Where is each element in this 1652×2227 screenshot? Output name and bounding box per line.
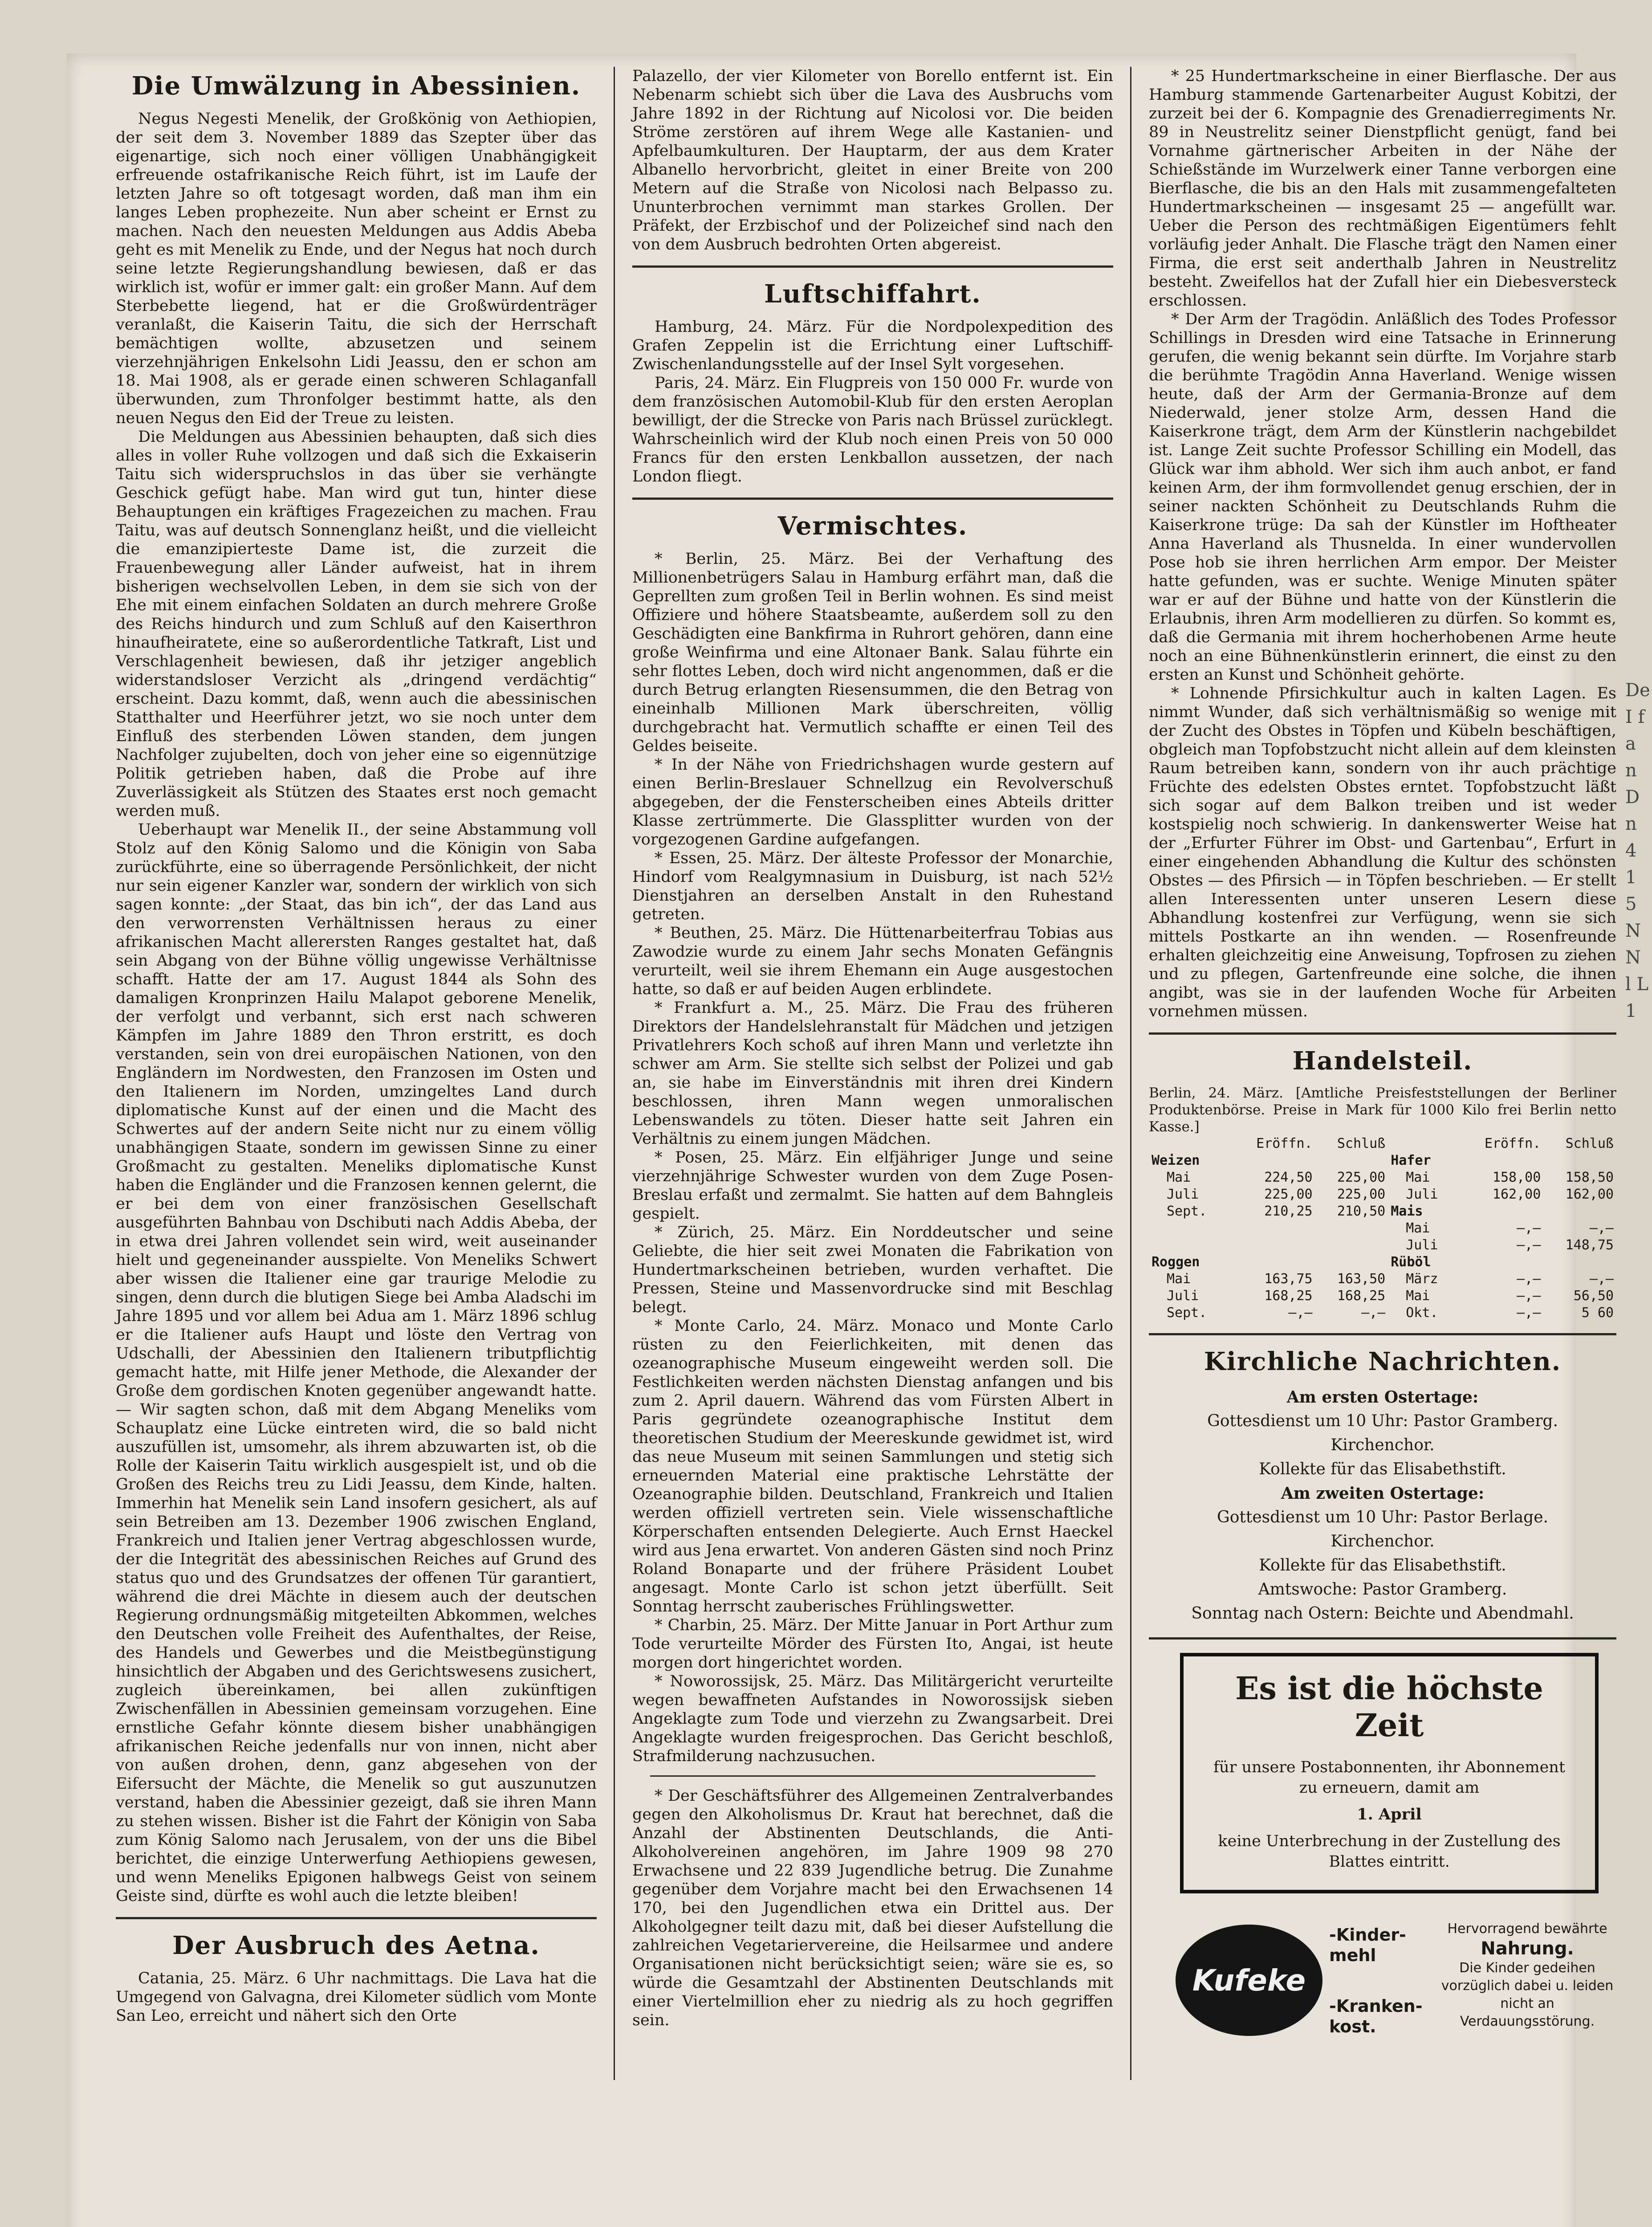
column-rule <box>1130 67 1131 2080</box>
market-cell: Mai <box>1406 1170 1430 1185</box>
market-cell: 210,50 <box>1337 1203 1386 1219</box>
market-table <box>1149 1135 1616 1322</box>
headline-abessinien: Die Umwälzung in Abessinien. <box>131 71 581 101</box>
section-divider <box>1149 1032 1616 1035</box>
church-heading: Am zweiten Ostertage: <box>1281 1484 1485 1503</box>
market-cell <box>1315 1237 1388 1254</box>
section-divider <box>1149 1333 1616 1335</box>
column-2 <box>632 67 1113 2160</box>
ad-title: Es ist die höchste Zeit <box>1235 1670 1543 1744</box>
market-cell: Juli <box>1406 1187 1438 1202</box>
market-cell: Okt. <box>1406 1305 1438 1321</box>
market-cell: Weizen <box>1152 1153 1200 1168</box>
market-cell <box>1460 1254 1543 1271</box>
news-item: * Posen, 25. März. Ein elfjähriger Junge und seine vierzehnjährige Schwester wurden von dem Zuge Posen-Breslau erfaßt und zermalmt. Sie hatten auf dem Bahngleis gespielt. <box>632 1149 1113 1223</box>
article-paragraph: Negus Negesti Menelik, der Großkönig von Aethiopien, der seit dem 3. November 1889 das Szepter über das eigenartige, sich noch einer völligen Unabhängigkeit erfreuende ostafrikanische Reich führt, ist im Laufe der letzten Jahre so oft totgesagt worden, daß man ihm ein langes Leben prophezeite. Nun aber scheint er Ernst zu machen. Nach den neuesten Meldungen aus Addis Abeba geht es mit Menelik zu Ende, und der Negus hat noch durch seine letzte Regierungshandlung bewiesen, daß er das wirklich ist, wofür er immer galt: ein großer Mann. Auf dem Sterbebette liegend, hat er die Großwürdenträger veranlaßt, die Kaiserin Taitu, die sich der Herrschaft bemächtigen wollte, abzusetzen und seinem vierzehnjährigen Enkelsohn Lidi Jeassu, den er schon am 18. Mai 1908, als er gerade einen schweren Schlaganfall überwunden, zum Thronfolger bestimmt hatte, als den neuen Negus den Eid der Treue zu leisten. <box>116 110 597 427</box>
newspaper-page <box>67 53 1650 2227</box>
column-header: Schluß <box>1337 1136 1386 1151</box>
headline-handelsteil: Handelsteil. <box>1292 1046 1473 1076</box>
market-row <box>1149 1169 1616 1186</box>
news-item: * Essen, 25. März. Der älteste Professor der Monarchie, Hindorf vom Realgymnasium in Duisburg, ist nach 52½ Dienstjahren an derselben Anstalt in den Ruhestand getreten. <box>632 849 1113 923</box>
ad-text: keine Unterbrechung in der Zustellung des Blattes eintritt. <box>1218 1832 1561 1871</box>
market-cell: Juli <box>1167 1187 1199 1202</box>
market-cell: Juli <box>1167 1288 1199 1304</box>
ad-claim <box>1434 1920 1621 2031</box>
news-item: * Zürich, 25. März. Ein Norddeutscher und seine Geliebte, die hier seit zwei Monaten die Fabrikation von Hundertmarkscheinen betrieben, wurden verhaftet. Die Pressen, Steine und Massenvordrucke sind mit Beschlag belegt. <box>632 1224 1113 1316</box>
market-cell: —,— <box>1517 1237 1541 1253</box>
market-cell: 225,00 <box>1337 1187 1386 1202</box>
ad-claim-line: Hervorragend bewährte <box>1447 1921 1607 1937</box>
column-header: Eröffn. <box>1484 1136 1541 1151</box>
headline-vermischtes: Vermischtes. <box>777 511 968 541</box>
market-cell: Rüböl <box>1391 1254 1431 1270</box>
church-announcements <box>1149 1385 1616 1626</box>
section-divider <box>632 265 1113 268</box>
headline-luftschiffahrt: Luftschiffahrt. <box>764 279 981 309</box>
market-cell: 163,75 <box>1264 1271 1313 1287</box>
news-item: * Beuthen, 25. März. Die Hüttenarbeiterfrau Tobias aus Zawodzie wurde zu einem Jahr sechs Monaten Gefängnis verurteilt, weil sie ihrem Ehemann ein Auge ausgestochen hatte, so daß er auf beiden Augen erblindete. <box>632 924 1113 998</box>
church-line: Kollekte für das Elisabethstift. <box>1259 1556 1506 1574</box>
item-divider <box>650 1775 1095 1777</box>
church-line: Gottesdienst um 10 Uhr: Pastor Berlage. <box>1217 1508 1548 1526</box>
market-cell: Juli <box>1406 1237 1438 1253</box>
market-row <box>1149 1305 1616 1322</box>
news-item: * Lohnende Pfirsichkultur auch in kalten Lagen. Es nimmt Wunder, daß sich verhältnismäßig so wenige mit der Zucht des Obstes in Töpfen und Kübeln beschäftigen, obgleich man Topfobstzucht nicht allein auf dem kleinsten Raum betreiben kann, sondern von ihr auch prächtige Früchte des edelsten Obstes erntet. Topfobstzucht läßt sich sogar auf dem Balkon treiben und ist weder kostspielig noch schwierig. In dankenswerter Weise hat der „Erfurter Führer im Obst- und Gartenbau“, Erfurt in einer eingehenden Abhandlung die Kultur des schönsten Obstes — des Pfirsich — in Töpfen beschrieben. — Er stellt allen Interessenten unter unseren Lesern diese Abhandlung kostenfrei zur Verfügung, wenn sie sich mittels Postkarte an ihn wenden. — Rosenfreunde erhalten gleichzeitig eine Anweisung, Topfrosen zu ziehen und zu pflegen, Gartenfreunde eine solche, die ihnen angibt, was sie in der laufenden Woche für Arbeiten vornehmen müssen. <box>1149 685 1616 1020</box>
article-paragraph: Catania, 25. März. 6 Uhr nachmittags. Die Lava hat die Umgegend von Galvagna, drei Kilometer südlich vom Monte San Leo, erreicht und nähert sich den Orte <box>116 1970 597 2025</box>
market-cell: 210,25 <box>1264 1203 1313 1219</box>
market-cell <box>1543 1152 1616 1169</box>
market-cell: Roggen <box>1152 1254 1200 1270</box>
news-item: * Charbin, 25. März. Der Mitte Januar in Port Arthur zum Tode verurteilte Mörder des Fürsten Ito, Angai, ist heute morgen dort hingerichtet worden. <box>632 1616 1113 1672</box>
news-item: Paris, 24. März. Ein Flugpreis von 150 000 Fr. wurde von dem französischen Automobil-Klub für den ersten Aeroplan bewilligt, der die Strecke von Paris nach Brüssel zurücklegt. Wahrscheinlich wird der Klub noch einen Preis von 50 000 Francs für den ersten Lenkballon aussetzen, der nach London fliegt. <box>632 374 1113 485</box>
ad-product: -Kranken-kost. <box>1329 1996 1423 2036</box>
market-cell: Hafer <box>1391 1153 1431 1168</box>
market-cell: 158,50 <box>1565 1170 1614 1185</box>
market-cell <box>1231 1237 1315 1254</box>
market-row <box>1149 1237 1616 1254</box>
ad-product: -Kinder-mehl <box>1329 1925 1406 1965</box>
market-cell: 225,00 <box>1337 1170 1386 1185</box>
market-cell: —,— <box>1589 1271 1614 1287</box>
news-item: * Monte Carlo, 24. März. Monaco und Monte Carlo rüsten zu den Feierlichkeiten, mit denen das ozeanographische Museum eingeweiht werden soll. Die Festlichkeiten werden nächsten Dienstag anfangen und bis zum 2. April dauern. Während das vom Fürsten Albert in Paris gegründete ozeanographische Institut dem theoretischen Studium der Meereskunde gewidmet ist, wird das neue Museum mit seinen Sammlungen und stetig sich erneuernden Material eine praktische Lehrstätte der Ozeanographie bilden. Deutschland, Frankreich und Italien werden offiziell vertreten sein. Viele wissenschaftliche Körperschaften entsenden Delegierte. Auch Ernst Haeckel wird aus Jena erwartet. Von anderen Gästen sind noch Prinz Roland Bonaparte und der frühere Präsident Loubet angesagt. Monte Carlo ist schon jetzt überfüllt. Seit Sonntag herrscht zauberisches Frühlingswetter. <box>632 1317 1113 1615</box>
church-line: Gottesdienst um 10 Uhr: Pastor Gramberg. <box>1207 1412 1558 1430</box>
column-header: Schluß <box>1565 1136 1614 1151</box>
market-cell: 225,00 <box>1264 1187 1313 1202</box>
market-cell <box>1315 1220 1388 1237</box>
news-item: * In der Nähe von Friedrichshagen wurde gestern auf einen Berlin-Breslauer Schnellzug ein Revolverschuß abgegeben, der die Fensterscheiben eines Abteils dritter Klasse zertrümmerte. Die Glassplitter wurden von der vorgezogenen Gardine aufgefangen. <box>632 756 1113 848</box>
market-cell <box>1543 1203 1616 1220</box>
market-table-header <box>1149 1135 1616 1152</box>
market-row <box>1149 1152 1616 1169</box>
church-heading: Am ersten Ostertage: <box>1286 1388 1479 1407</box>
market-row <box>1149 1203 1616 1220</box>
column-1 <box>116 67 597 2160</box>
market-cell <box>1231 1220 1315 1237</box>
news-item: * Berlin, 25. März. Bei der Verhaftung des Millionenbetrügers Salau in Hamburg erfährt man, daß die Geprellten zum großen Teil in Berlin wohnen. Es sind meist Offiziere und höhere Staatsbeamte, außerdem soll zu den Geschädigten eine Bankfirma in Ruhrort gehören, dann eine große Weinfirma und eine Altonaer Bank. Salau führte ein sehr flottes Leben, doch wird nicht angenommen, daß er die durch Betrug erlangten Riesensummen, die den Betrag von eineinhalb Millionen Mark überschreiten, völlig durchgebracht hat. Vermutlich schaffte er einen Teil des Geldes beiseite. <box>632 550 1113 755</box>
market-row <box>1149 1220 1616 1237</box>
market-cell: 148,75 <box>1565 1237 1614 1253</box>
church-line: Kirchenchor. <box>1331 1436 1435 1454</box>
market-cell <box>1543 1254 1616 1271</box>
headline-kirchliche-nachrichten: Kirchliche Nachrichten. <box>1204 1347 1562 1376</box>
market-cell: —,— <box>1361 1305 1386 1321</box>
market-cell: 168,25 <box>1337 1288 1386 1304</box>
market-cell: —,— <box>1589 1220 1614 1236</box>
article-paragraph: Palazello, der vier Kilometer von Borello entfernt ist. Ein Nebenarm schiebt sich über die Lava des Ausbruchs vom Jahre 1892 in der Richtung auf Nicolosi vor. Die beiden Ströme zerstören auf ihrem Wege alle Kastanien- und Apfelbaumkulturen. Der Hauptarm, der aus dem Krater Albanello hervorbricht, gleitet in einer Breite von 200 Metern auf die Straße von Nicolosi nach Belpasso zu. Ununterbrochen vernimmt man starkes Grollen. Der Präfekt, der Erzbischof und der Polizeichef sind nach den von dem Ausbruch bedrohten Orten abgereist. <box>632 67 1113 253</box>
ad-claim-line: Die Kinder gedeihen vorzüglich dabei u. leiden nicht an Verdauungsstörung. <box>1441 1960 1614 2029</box>
market-cell: —,— <box>1517 1305 1541 1321</box>
section-divider <box>1149 1637 1616 1640</box>
market-cell: März <box>1406 1271 1438 1287</box>
ad-text: für unsere Postabonnenten, ihr Abonnement zu erneuern, damit am <box>1213 1758 1565 1797</box>
news-item: * Frankfurt a. M., 25. März. Die Frau des früheren Direktors der Handelslehranstalt für Mädchen und jetzigen Privatlehrers Koch schoß auf ihren Mann und verletzte ihn schwer am Arm. Sie stellte sich selbst der Polizei und gab an, sie habe im Einverständnis mit ihren drei Kindern beschlossen, ihren Mann wegen unmoralischen Lebenswandels zu töten. Dieser hatte seit Jahren ein Verhältnis zu einem jungen Mädchen. <box>632 999 1113 1148</box>
market-cell <box>1149 1220 1231 1237</box>
market-cell <box>1460 1152 1543 1169</box>
news-item: * Der Geschäftsführer des Allgemeinen Zentralverbandes gegen den Alkoholismus Dr. Kraut hat berechnet, daß die Anzahl der Abstinenten Deutschlands, die Anti-Alkoholvereinen angehören, im Jahre 1909 98 270 Erwachsene und 22 839 Jugendliche betrug. Die Zunahme gegenüber dem Vorjahre macht bei den Erwachsenen 14 170, bei den Jugendlichen etwa ein Drittel aus. Der Alkoholgegner teilt dazu mit, daß bei dieser Aufstellung die zahlreichen Vegetariervereine, die Heilsarmee und andere Organisationen nicht berücksichtigt seien; wäre sie es, so würde die Gesamtzahl der Abstinenten Deutschlands mit einer Viertelmillion eher zu niedrig als zu hoch gegriffen sein. <box>632 1787 1113 2029</box>
market-cell: Sept. <box>1167 1305 1207 1321</box>
market-cell: —,— <box>1517 1220 1541 1236</box>
kufeke-advertisement <box>1149 1911 1616 2072</box>
market-cell: 56,50 <box>1573 1288 1614 1304</box>
market-cell: Mai <box>1406 1220 1430 1236</box>
market-cell: 168,25 <box>1264 1288 1313 1304</box>
article-paragraph: Die Meldungen aus Abessinien behaupten, daß sich dies alles in voller Ruhe vollzogen und daß sich die Exkaiserin Taitu sich widerspruchslos in das über sie verhängte Geschick gefügt habe. Man wird gut tun, hinter diese Behauptungen ein kräftiges Fragezeichen zu machen. Frau Taitu, was auf deutsch Sonnenglanz heißt, und die vielleicht die emanzipierteste Dame ist, die zurzeit die Frauenbewegung aller Länder aufweist, hat in ihrem bisherigen wechselvollen Leben, in dem sie sich von der Ehe mit einem einfachen Soldaten an durch mehrere Große des Reichs hindurch und zum Schluß auf den Kaiserthron hinaufheiratete, eine so außerordentliche Tatkraft, List und Verschlagenheit bewiesen, daß ihr jetziger angeblich widerstandsloser Verzicht als „dringend verdächtig“ erscheint. Dazu kommt, daß, wenn auch die abessinischen Statthalter und Heerführer jetzt, wo sie noch unter dem Einfluß des sterbenden Löwen standen, dem jungen Nachfolger zujubelten, doch von jeher eine so eigennützige Politik getrieben haben, daß die Probe auf ihre Zuverlässigkeit als Stützen des Staates erst noch gemacht werden muß. <box>116 428 597 820</box>
church-line: Kirchenchor. <box>1331 1532 1435 1550</box>
market-cell: —,— <box>1517 1288 1541 1304</box>
ad-claim-headline: Nahrung. <box>1481 1938 1574 1959</box>
ad-date: 1. April <box>1357 1805 1422 1823</box>
market-cell <box>1149 1237 1231 1254</box>
kufeke-logo: Kufeke <box>1176 1925 1322 2036</box>
church-line: Amtswoche: Pastor Gramberg. <box>1258 1580 1507 1599</box>
market-cell: Sept. <box>1167 1203 1207 1219</box>
church-line: Sonntag nach Ostern: Beichte und Abendmahl. <box>1191 1604 1574 1623</box>
market-cell: —,— <box>1288 1305 1313 1321</box>
adjacent-page-edge: De I f a n D n 4 1 5 N N l L 1 <box>1625 680 1650 1021</box>
market-cell: —,— <box>1517 1271 1541 1287</box>
section-divider <box>116 1917 597 1919</box>
subscription-advertisement <box>1180 1653 1599 1893</box>
church-line: Kollekte für das Elisabethstift. <box>1259 1460 1506 1478</box>
market-cell: Mais <box>1391 1203 1423 1219</box>
market-row <box>1149 1186 1616 1203</box>
market-cell <box>1460 1203 1543 1220</box>
market-cell <box>1315 1254 1388 1271</box>
column-rule <box>614 67 615 2080</box>
column-header: Eröffn. <box>1256 1136 1313 1151</box>
market-cell: Mai <box>1167 1271 1191 1287</box>
headline-aetna: Der Ausbruch des Aetna. <box>172 1931 540 1960</box>
section-divider <box>632 498 1113 500</box>
market-row <box>1149 1288 1616 1305</box>
news-item: * Der Arm der Tragödin. Anläßlich des Todes Professor Schillings in Dresden wird eine Tatsache in Erinnerung gerufen, die wenig bekannt sein dürfte. Im Vorjahre starb die berühmte Tragödin Anna Haverland. Wenige wissen heute, daß der Arm der Germania-Bronze auf dem Niederwald, jener stolze Arm, dessen Hand die Kaiserkrone trägt, dem Arm der Künstlerin nachgebildet ist. Lange Zeit suchte Professor Schilling ein Modell, das Glück war ihm abhold. Wer sich ihm auch anbot, er fand keinen Arm, der ihm formvollendet genug erschien, der in seiner nackten Schönheit zu Deutschlands Ruhm die Kaiserkrone trüge: Da sah der Künstler im Hoftheater Anna Haverland als Thusnelda. In einer wundervollen Pose hob sie ihren herrlichen Arm empor. Der Meister hatte gefunden, was er suchte. Wenige Minuten später war er auf der Bühne und hatte von der Künstlerin die Erlaubnis, ihren Arm modellieren zu dürfen. So kommt es, daß die Germania mit ihrem hocherhobenen Arme heute noch an eine Bühnenkünstlerin erinnert, die einst zu den ersten an Kunst und Schönheit gehörte. <box>1149 310 1616 684</box>
news-item: * 25 Hundertmarkscheine in einer Bierflasche. Der aus Hamburg stammende Gartenarbeiter August Kobitzi, der zurzeit bei der 6. Kompagnie des Grenadierregiments Nr. 89 in Neustrelitz seiner Dienstpflicht genügt, fand bei Vornahme gärtnerischer Arbeiten in der Nähe der Schießstände im Wurzelwerk einer Tanne verborgen eine Bierflasche, die bis an den Hals mit zusammengefalteten Hundertmarkscheinen — insgesamt 25 — angefüllt war. Ueber die Person des rechtmäßigen Eigentümers fehlt vorläufig jeder Anhalt. Die Flasche trägt den Namen einer Firma, die erst seit anderthalb Jahren in Neustrelitz besteht. Zweifellos hat der Zufall hier ein Diebesversteck erschlossen. <box>1149 67 1616 310</box>
market-cell: 162,00 <box>1565 1187 1614 1202</box>
market-cell: 5 60 <box>1581 1305 1614 1321</box>
market-intro: Berlin, 24. März. [Amtliche Preisfeststellungen der Berliner Produktenbörse. Preise in Mark für 1000 Kilo frei Berlin netto Kasse.] <box>1149 1085 1616 1135</box>
market-row <box>1149 1271 1616 1288</box>
market-cell: 163,50 <box>1337 1271 1386 1287</box>
news-item: * Noworossijsk, 25. März. Das Militärgericht verurteilte wegen bewaffneten Aufstandes in Noworossijsk sieben Angeklagte zum Tode und vierzehn zu Zwangsarbeit. Drei Angeklagte wurden freigesprochen. Das Gericht beschloß, Strafmilderung nachzusuchen. <box>632 1672 1113 1765</box>
market-table-body <box>1149 1135 1616 1322</box>
market-cell: Mai <box>1406 1288 1430 1304</box>
market-cell: 158,00 <box>1492 1170 1541 1185</box>
market-cell: 224,50 <box>1264 1170 1313 1185</box>
market-cell: 162,00 <box>1492 1187 1541 1202</box>
market-cell <box>1231 1152 1315 1169</box>
market-cell: Mai <box>1167 1170 1191 1185</box>
article-paragraph: Ueberhaupt war Menelik II., der seine Abstammung voll Stolz auf den König Salomo und die Königin von Saba zurückführte, eine so überragende Persönlichkeit, der nicht nur sein eigener Kanzler war, sondern der wirklich von sich sagen konnte: „der Staat, das bin ich“, der das Land aus den verworrensten Verhältnissen heraus zu einer afrikanischen Macht allerersten Ranges gestaltet hat, daß sein Abgang von der Bühne völlig ungewisse Verhältnisse schafft. Hatte der am 17. August 1844 als Sohn des damaligen Kronprinzen Hailu Malapot geborene Menelik, der verfolgt und verbannt, sich erst nach schweren Kämpfen im Jahre 1889 den Thron erstritt, es doch verstanden, sein von drei europäischen Nationen, von den Engländern im Nordwesten, den Franzosen im Osten und den Italienern im Norden, umzingeltes Land durch diplomatische Kunst auf der einen und die Macht des Schwertes auf der andern Seite nicht nur zu einem völlig unabhängigen Staate, sondern im gewissen Sinne zu einer Großmacht zu gestalten. Meneliks diplomatische Kunst haben die Engländer und die Franzosen kennen gelernt, die er bei dem von einer französischen Gesellschaft ausgeführten Bahnbau von Dschibuti nach Addis Abeba, der in etwa drei Jahren vollendet sein wird, weit auseinander hielt und gegeneinander ausspielte. Von Meneliks Schwert aber wissen die Italiener eine gar traurige Melodie zu singen, denn durch die blutigen Siege bei Amba Aladschi im Jahre 1895 und vor allem bei Adua am 1. März 1896 schlug er die Italiener aufs Haupt und löste den Vertrag von Udschalli, der Abessinien den Italienern tributpflichtig gemacht hatte, mit Hilfe jener Methode, die Alexander der Große dem gordischen Knoten gegenüber angewandt hatte. — Wir sagten schon, daß mit dem Abgang Meneliks vom Schauplatz eine Lücke eintreten wird, die so bald nicht auszufüllen ist, umsomehr, als ihrem abzuwarten ist, ob die Rolle der Kaiserin Taitu wirklich ausgespielt ist, und ob die Großen des Reichs treu zu Lidi Jeassu, dem Kinde, halten. Immerhin hat Menelik sein Land insofern gesichert, als auf sein Betreiben am 13. Dezember 1906 zwischen England, Frankreich und Italien jener Vertrag abgeschlossen wurde, der die Integrität des abessinischen Reiches auf Grund des status quo und des Grundsatzes der offenen Tür garantiert, während die drei Mächte in diesem auch der deutschen Regierung ordnungsmäßig mitgeteilten Abkommen, welches den Deutschen volle Freiheit des Aufenthaltes, der Reise, des Handels und Gewerbes und die Meistbegünstigung hinsichtlich der Abgaben und des Gerichtswesens zusichert, zugleich übereinkamen, bei allen zukünftigen Zwischenfällen in Abessinien gemeinsam vorzugehen. Eine ernstliche Gefahr könnte diesem bisher unabhängigen afrikanischen Reiche jedenfalls nur von innen, nicht aber von außen drohen, denn, ganz abgesehen von der Eifersucht der Mächte, die Menelik so gut auszunutzen verstand, haben die Abessinier gezeigt, daß sie ihren Mann zu stehen wissen. Bisher ist die Fahrt der Königin von Saba zum König Salomo nach Jerusalem, von der uns die Bibel berichtet, die einzige Unterwerfung Aethiopiens gewesen, und wenn Meneliks Epigonen halbwegs Geist von seinem Geiste sind, dürfte es wohl auch die letzte bleiben! <box>116 821 597 1905</box>
market-cell <box>1315 1152 1388 1169</box>
column-3 <box>1149 67 1616 2160</box>
market-cell <box>1231 1254 1315 1271</box>
market-row <box>1149 1254 1616 1271</box>
news-item: Hamburg, 24. März. Für die Nordpolexpedition des Grafen Zeppelin ist die Errichtung einer Luftschiff-Zwischenlandungsstelle auf der Insel Sylt vorgesehen. <box>632 318 1113 373</box>
